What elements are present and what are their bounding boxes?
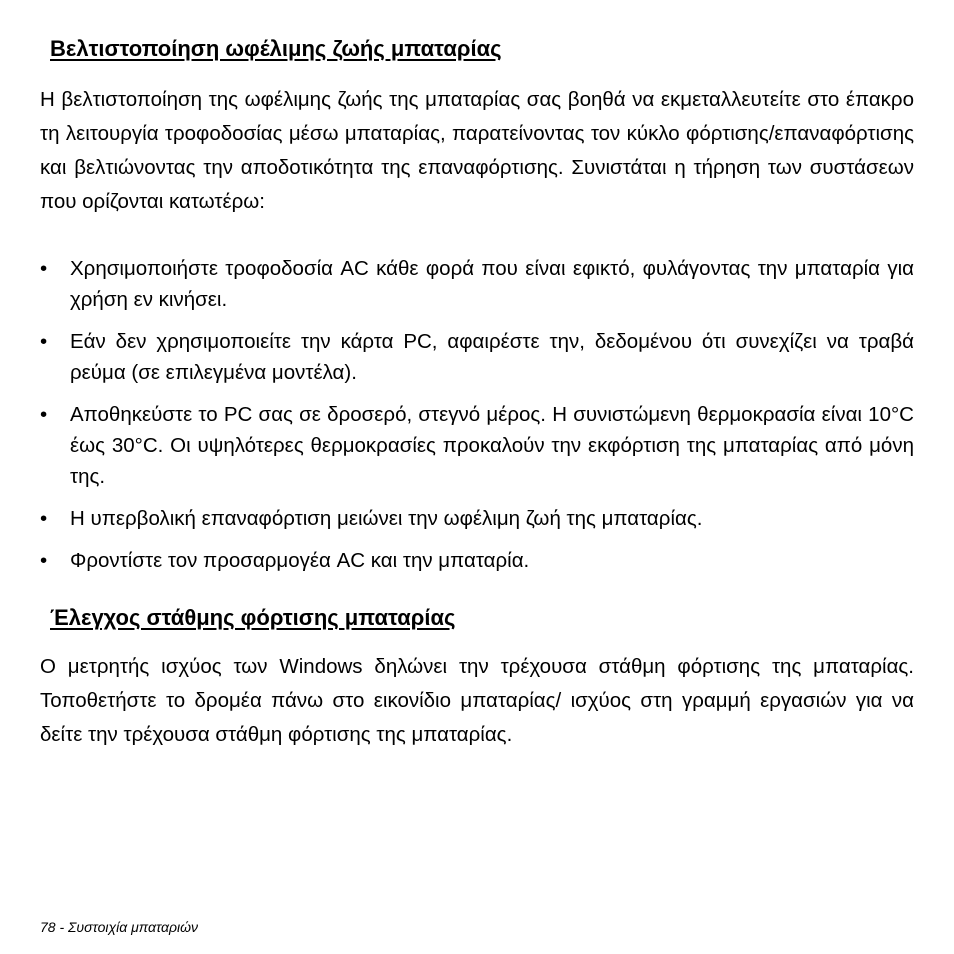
section-heading-charge-level: Έλεγχος στάθμης φόρτισης μπαταρίας	[50, 605, 456, 630]
section-heading-battery-life: Βελτιστοποίηση ωφέλιμης ζωής μπαταρίας	[50, 36, 502, 61]
charge-level-paragraph: Ο μετρητής ισχύος των Windows δηλώνει την τρέχουσα στάθμη φόρτισης της μπαταρίας. Τοποθετήστε το δρομέα πάνω στο εικονίδιο μπαταρίας/ ισχύος στη γραμμή εργασιών για να δείτε την τρέχουσα στάθμη φόρτισης της μπαταρίας.	[40, 655, 914, 746]
list-item-text: Φροντίστε τον προσαρμογέα AC και την μπαταρία.	[70, 549, 530, 572]
list-item	[40, 545, 914, 576]
list-item-text: Η υπερβολική επαναφόρτιση μειώνει την ωφέλιμη ζωή της μπαταρίας.	[70, 507, 703, 530]
bullet-icon: •	[40, 330, 48, 353]
intro-paragraph: Η βελτιστοποίηση της ωφέλιμης ζωής της μπαταρίας σας βοηθά να εκμεταλλευτείτε στο έπακρο τη λειτουργία τροφοδοσίας μέσω μπαταρίας, παρατείνοντας τον κύκλο φόρτισης/επαναφόρτισης και βελτιώνοντας την αποδοτικότητα της επαναφόρτισης. Συνιστάται η τήρηση των συστάσεων που ορίζονται κατωτέρω:	[40, 88, 914, 213]
list-item	[40, 399, 914, 492]
list-item	[40, 326, 914, 388]
bullet-icon: •	[40, 403, 48, 426]
list-item-text: Αποθηκεύστε το PC σας σε δροσερό, στεγνό μέρος. Η συνιστώμενη θερμοκρασία είναι 10°C έως 30°C. Οι υψηλότερες θερμοκρασίες προκαλούν την εκφόρτιση της μπαταρίας από μόνη της.	[70, 403, 914, 488]
list-item	[40, 253, 914, 315]
bullet-icon: •	[40, 257, 48, 280]
list-item-text: Εάν δεν χρησιμοποιείτε την κάρτα PC, αφαιρέστε την, δεδομένου ότι συνεχίζει να τραβά ρεύμα (σε επιλεγμένα μοντέλα).	[70, 330, 914, 384]
bullet-icon: •	[40, 507, 48, 530]
recommendations-list	[40, 253, 914, 587]
list-item-text: Χρησιμοποιήστε τροφοδοσία AC κάθε φορά που είναι εφικτό, φυλάγοντας την μπαταρία για χρήση εν κινήσει.	[70, 257, 914, 311]
list-item	[40, 503, 914, 534]
bullet-icon: •	[40, 549, 48, 572]
page-footer: 78 - Συστοιχία μπαταριών	[40, 919, 198, 935]
